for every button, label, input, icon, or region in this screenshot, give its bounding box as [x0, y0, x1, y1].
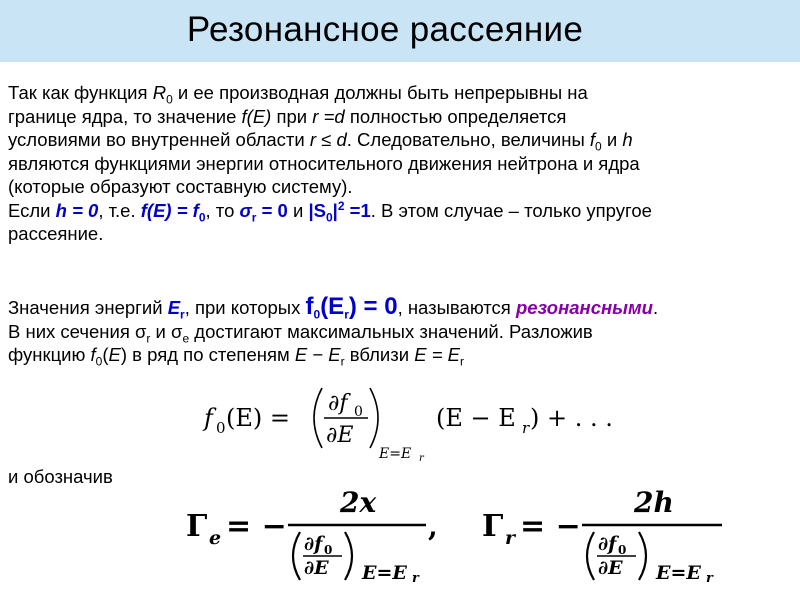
text: ) в ряд по степеням [120, 344, 295, 365]
paragraph-resonance [8, 295, 793, 367]
text: E = E [414, 344, 460, 365]
text: 0 [166, 92, 173, 107]
text: E [108, 344, 121, 365]
left-paren [293, 532, 300, 580]
text: и ее производная должны быть непрерывны на [172, 82, 588, 103]
text: достигают максимальных значений. Разложив [189, 320, 593, 342]
text: 0 [325, 210, 333, 225]
text: полностью определяется [344, 105, 567, 127]
eq-text: , [428, 510, 438, 543]
eq-text: r [419, 453, 424, 462]
eq-text: e [209, 527, 222, 549]
eq-text: Γ [186, 509, 208, 544]
text: при [271, 105, 313, 127]
eq-text: ∂f [598, 533, 617, 555]
slide-title: Резонансное рассеяние [186, 10, 584, 49]
eq-text: ) + . . . [530, 404, 613, 432]
eq-text: = − [520, 509, 581, 544]
right-paren [639, 532, 646, 580]
eq-text: 0 [354, 404, 363, 420]
text: ( [102, 344, 109, 365]
text: условиями во внутренней области [8, 129, 310, 150]
eq-text: ∂E [304, 557, 329, 579]
text: σ [239, 199, 252, 221]
equation-widths [182, 482, 742, 590]
eq-text: r [505, 527, 516, 549]
eq-text: r [522, 419, 530, 437]
text: ) = 0 [348, 293, 398, 320]
eq-text: Γ [482, 509, 504, 544]
eq-text: 2h [634, 486, 674, 519]
text: f [305, 293, 314, 320]
text: R [152, 82, 167, 103]
text: границе ядра, то значение [8, 105, 242, 127]
text: Так как функция [8, 82, 153, 103]
right-paren [345, 532, 352, 580]
text: f [589, 129, 596, 150]
text: , то [205, 199, 240, 221]
text: e [182, 331, 190, 346]
text: функцию [8, 344, 91, 365]
equation-taylor-expansion [196, 382, 616, 462]
eq-text: 0 [618, 543, 627, 557]
text: Значения энергий [8, 297, 168, 318]
text: |S [308, 199, 326, 221]
text: и σ [150, 320, 183, 342]
text: В них сечения σ [8, 320, 147, 342]
eq-text: (E − E [436, 404, 516, 432]
eq-text: r [706, 571, 713, 586]
text: r [459, 354, 464, 369]
eq-text: E=E [362, 562, 407, 584]
text: (которые образуют составную систему). [8, 176, 353, 197]
text-and-denoting: и обозначив [8, 466, 113, 487]
eq-text: 0 [324, 543, 333, 557]
left-paren [314, 388, 322, 448]
text: . Следовательно, величины [346, 129, 590, 150]
left-paren [587, 532, 594, 580]
eq-text: E=E [379, 446, 412, 462]
text: и [601, 129, 623, 150]
eq-text: f [204, 404, 213, 432]
eq-text: (E) = [226, 404, 290, 432]
text: , называются [397, 297, 516, 318]
text: . В этом случае – только упругое [370, 199, 652, 221]
text: | [332, 199, 338, 221]
text: 0 [595, 139, 602, 154]
eq-text: 2x [340, 486, 377, 519]
text: h [622, 129, 633, 150]
text: h = 0 [55, 199, 99, 221]
text: . [652, 297, 659, 318]
right-paren [370, 388, 378, 448]
text: 0 [198, 210, 206, 225]
text: 2 [337, 198, 345, 213]
eq-text: ∂E [326, 423, 354, 448]
text: E − E [294, 344, 341, 365]
text: рассеяние. [8, 223, 104, 244]
text: r =d [312, 105, 345, 127]
eq-text: E=E [656, 562, 701, 584]
text: f(E) [241, 105, 272, 127]
text: E [167, 297, 181, 318]
text: f(E) = f [140, 199, 199, 221]
text: =1 [344, 199, 371, 221]
text: 0 [95, 354, 103, 369]
eq-text: ∂E [598, 557, 623, 579]
text: (E [320, 293, 345, 320]
text: = 0 [256, 199, 288, 221]
eq-text: ∂f [328, 391, 348, 416]
text: r [340, 354, 345, 369]
text: r [344, 307, 349, 322]
text: , т.е. [98, 199, 141, 221]
eq-text: 0 [216, 419, 226, 437]
text: f [90, 344, 96, 365]
text: , при которых [184, 297, 306, 318]
text: r [180, 307, 185, 322]
text: вблизи [344, 344, 415, 365]
text: резонансными [515, 297, 653, 318]
eq-text: ∂f [304, 533, 323, 555]
paragraph-conditions [8, 81, 793, 246]
text: и [287, 199, 309, 221]
text: Если [8, 199, 56, 221]
eq-text: = − [226, 509, 287, 544]
text: являются функциями энергии относительного движения нейтрона и ядра [8, 152, 640, 174]
text: 0 [313, 307, 321, 322]
text: r [146, 331, 151, 346]
eq-text: r [412, 571, 419, 586]
text: r ≤ d [309, 129, 347, 150]
text: r [251, 210, 257, 225]
